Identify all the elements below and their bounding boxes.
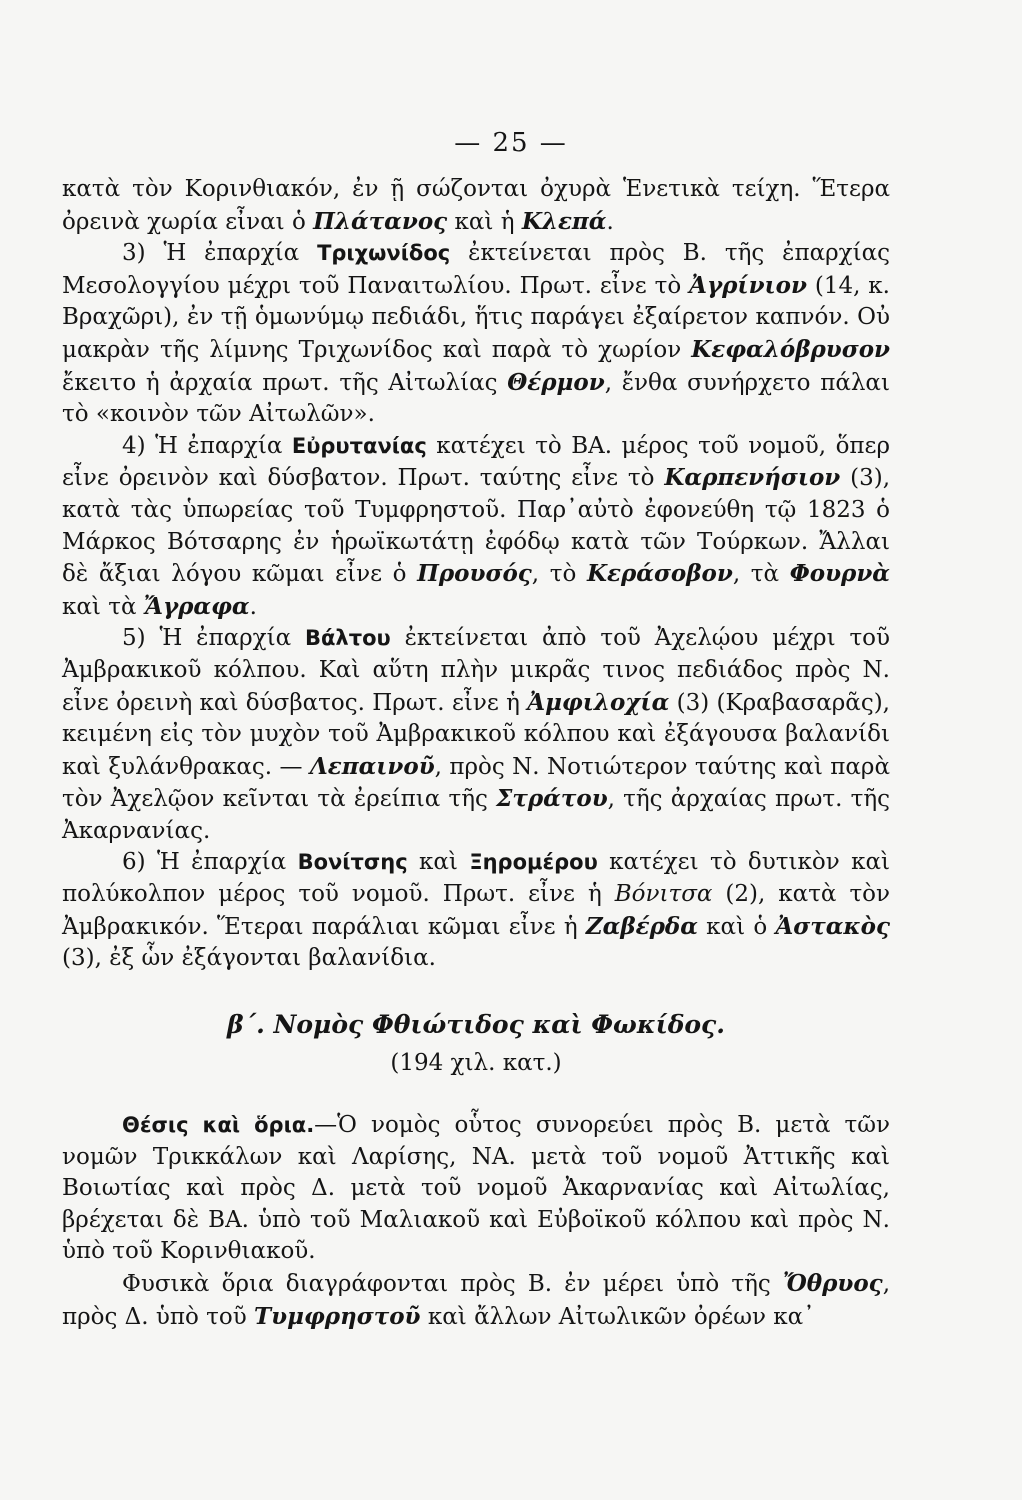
paragraph-valtou xyxy=(62,623,890,847)
text-run: ἔκειτο ἡ ἀρχαία πρωτ. τῆς Αἰτωλίας xyxy=(62,369,508,396)
place-klepa: Κλεπά xyxy=(521,207,607,235)
place-prousos: Προυσός xyxy=(417,560,532,588)
place-fourna: Φουρνὰ xyxy=(789,560,890,588)
text-run: (3), ἐξ ὧν ἐξάγονται βαλανίδια. xyxy=(62,945,436,972)
paragraph-fysika-oria xyxy=(62,1268,890,1333)
place-agrinion: Ἀγρίνιον xyxy=(689,271,807,299)
text-run: . xyxy=(606,208,614,235)
paragraph-thesis-oria xyxy=(62,1110,890,1268)
text-run: (14, κ. Βραχῶρι), ἐν τῇ ὁμωνύμῳ πεδιάδι, ἥτις παράγει ἐξαίρετον καπνόν. Οὐ μακρὰν τῆς λίμνης Τριχωνίδος καὶ παρὰ τὸ χωρίον xyxy=(62,272,890,363)
text-run: κατέχει τὸ ΒΑ. μέρος τοῦ νομοῦ, ὅπερ εἶνε ὀρεινὸν καὶ δύσβατον. Πρωτ. ταύτης εἶνε τὸ xyxy=(62,432,890,492)
text-run: (3) (Κραβασαρᾶς), κειμένη εἰς τὸν μυχὸν τοῦ Ἀμβρακικοῦ κόλπου καὶ ἐξάγουσα βαλανίδι καὶ ξυλάνθρακας. — xyxy=(62,689,890,780)
place-kefalovryson: Κεφαλόβρυσον xyxy=(691,335,890,363)
province-evrytanias: Εὐρυτανίας xyxy=(291,433,427,458)
text-run: κατὰ τὸν Κορινθιακόν, ἐν ῇ σώζονται ὀχυρὰ Ἑνετικὰ τείχη. Ἕτερα ὀρεινὰ χωρία εἶναι ὁ xyxy=(62,176,890,235)
place-astakos: Ἀστακὸς xyxy=(775,912,890,940)
text-run: 3) Ἡ ἐπαρχία xyxy=(122,240,318,267)
place-karpenision: Καρπενήσιον xyxy=(664,464,841,492)
paragraph-vonitsis xyxy=(62,847,890,974)
province-trichonidos: Τριχωνίδος xyxy=(317,241,451,266)
text-run: 4) Ἡ ἐπαρχία xyxy=(122,432,292,459)
text-run: ἐκτείνεται ἀπὸ τοῦ Ἀχελῴου μέχρι τοῦ Ἀμβρακικοῦ κόλπου. Καὶ αὕτη πλὴν μικρᾶς τινος πεδιάδος πρὸς Ν. εἶνε ὀρεινὴ καὶ δύσβατος. Πρωτ. εἶνε ἡ xyxy=(62,625,890,716)
text-run: Φυσικὰ ὅρια διαγράφονται πρὸς Β. ἐν μέρει ὑπὸ τῆς xyxy=(122,1271,783,1297)
place-kerasovon: Κεράσοβον xyxy=(586,560,733,588)
page-body xyxy=(62,174,890,1333)
text-run: , τὸ xyxy=(531,561,587,588)
text-run: (2), κατὰ τὸν Ἀμβρακικόν. Ἕτεραι παράλιαι κῶμαι εἶνε ἡ xyxy=(62,881,890,940)
text-run: καὶ ἄλλων Αἰτωλικῶν ὀρέων κα᾽ xyxy=(420,1303,815,1330)
text-run: κατέχει τὸ δυτικὸν καὶ πολύκολπον μέρος τοῦ νομοῦ. Πρωτ. εἶνε ἡ xyxy=(62,849,891,908)
province-vonitsis: Βονίτσης xyxy=(297,850,408,875)
subheading-thesis: Θέσις καὶ ὅρια. xyxy=(122,1113,315,1138)
place-agrafa: Ἄγραφα xyxy=(143,592,250,620)
province-valtou: Βάλτου xyxy=(305,626,391,651)
text-run: (3), κατὰ τὰς ὑπωρείας τοῦ Τυμφρηστοῦ. Παρ᾽αὐτὸ ἐφονεύθη τῷ 1823 ὁ Μάρκος Βότσαρης ἐν ἡρωϊκωτάτῃ ἐφόδῳ κατὰ τῶν Τούρκων. Ἄλλαι δὲ ἄξιαι λόγου κῶμαι εἶνε ὁ xyxy=(62,465,891,588)
text-run: ἐκτείνεται πρὸς Β. τῆς ἐπαρχίας Μεσολογγίου μέχρι τοῦ Παναιτωλίου. Πρωτ. εἶνε τὸ xyxy=(62,240,891,299)
text-run: καὶ ὁ xyxy=(697,913,776,940)
text-run: 5) Ἡ ἐπαρχία xyxy=(122,625,305,652)
place-zaverda: Ζαβέρδα xyxy=(585,912,698,940)
text-run: —Ὁ νομὸς οὗτος συνορεύει πρὸς Β. μετὰ τῶν νομῶν Τρικκάλων καὶ Λαρίσης, ΝΑ. μετὰ τοῦ νομοῦ Ἀττικῆς καὶ Βοιωτίας καὶ πρὸς Δ. μετὰ τοῦ νομοῦ Ἀκαρνανίας καὶ Αἰτωλίας, βρέχεται δὲ ΒΑ. ὑπὸ τοῦ Μαλιακοῦ καὶ Εὐβοϊκοῦ κόλπου καὶ πρὸς Ν. ὑπὸ τοῦ Κορινθιακοῦ. xyxy=(62,1112,890,1265)
text-run: , πρὸς Δ. ὑπὸ τοῦ xyxy=(62,1271,890,1330)
text-run: 6) Ἡ ἐπαρχία xyxy=(122,849,298,876)
place-platanos: Πλάτανος xyxy=(313,207,448,235)
section-heading: β΄. Νομὸς Φθιώτιδος καὶ Φωκίδος. xyxy=(227,1009,725,1039)
text-run: . xyxy=(249,593,257,620)
place-stratou: Στράτου xyxy=(496,785,608,813)
text-run: καὶ xyxy=(407,849,470,876)
paragraph-trichonidos xyxy=(62,238,890,431)
province-xiromerou: Ξηρομέρου xyxy=(469,850,598,875)
text-run: , τῆς ἀρχαίας πρωτ. τῆς Ἀκαρνανίας. xyxy=(62,786,890,844)
place-lepainou: Λεπαινοῦ xyxy=(309,752,435,780)
spacer xyxy=(62,1080,890,1110)
text-run: καὶ τὰ xyxy=(62,593,144,620)
place-thermon: Θέρμον xyxy=(507,368,605,396)
place-amfilochia: Ἀμφιλοχία xyxy=(527,688,670,716)
text-run: καὶ ἡ xyxy=(447,208,522,235)
section-area: (194 χιλ. κατ.) xyxy=(390,1050,562,1077)
paragraph-evrytanias xyxy=(62,431,890,624)
paragraph-korinthiakon xyxy=(62,174,890,238)
place-tymfristou: Τυμφρηστοῦ xyxy=(254,1302,421,1330)
text-run: , τὰ xyxy=(732,561,790,588)
place-vonitsa: Βόνιτσα xyxy=(614,881,713,908)
page-number: — 25 — xyxy=(454,128,568,158)
text-run: , πρὸς Ν. Νοτιώτερον ταύτης καὶ παρὰ τὸν Ἀχελῷον κεῖνται τὰ ἐρείπια τῆς xyxy=(62,753,890,813)
place-othrys: Ὄθρυος xyxy=(782,1270,883,1297)
text-run: , ἔνθα συνήρχετο πάλαι τὸ «κοινὸν τῶν Αἰτωλῶν». xyxy=(62,369,890,428)
